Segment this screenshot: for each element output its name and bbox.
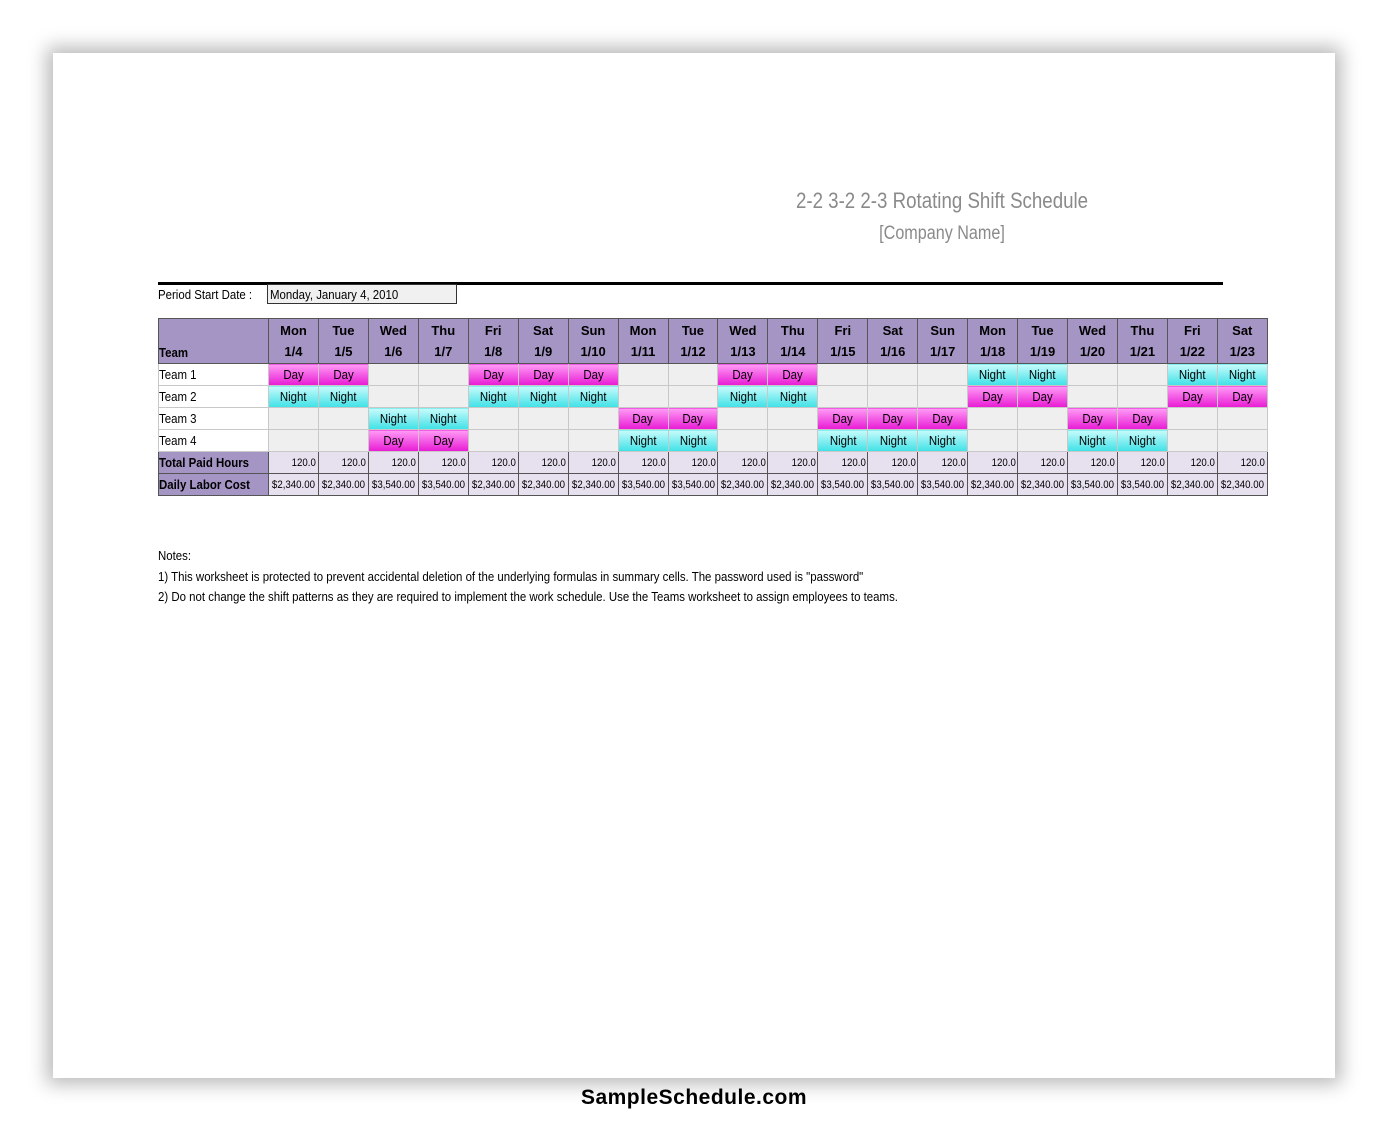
daily-labor-cost-cell xyxy=(918,474,968,496)
shift-cell[interactable] xyxy=(1018,408,1068,430)
daily-labor-cost-cell xyxy=(568,474,618,496)
day-header xyxy=(668,319,718,364)
shift-cell-text: Night xyxy=(979,367,1006,382)
daily-labor-cost-cell xyxy=(618,474,668,496)
shift-cell[interactable] xyxy=(468,386,518,408)
total-paid-hours-cell-text: 120.0 xyxy=(941,456,966,469)
shift-cell-text: Day xyxy=(732,367,754,382)
shift-cell[interactable] xyxy=(269,408,319,430)
total-paid-hours-cell-text: 120.0 xyxy=(641,456,666,469)
shift-cell[interactable] xyxy=(568,408,618,430)
total-paid-hours-cell-text: 120.0 xyxy=(391,456,417,469)
day-header xyxy=(1217,319,1267,364)
total-paid-hours-cell xyxy=(269,452,319,474)
shift-cell[interactable] xyxy=(968,364,1018,386)
team-row xyxy=(159,430,1268,452)
total-paid-hours-cell xyxy=(968,452,1018,474)
team-name-text: Team 2 xyxy=(159,389,197,404)
shift-cell[interactable] xyxy=(968,408,1018,430)
shift-cell[interactable] xyxy=(468,430,518,452)
day-date: 1/4 xyxy=(284,344,303,359)
daily-labor-cost-cell-text: $2,340.00 xyxy=(321,478,365,491)
day-name: Thu xyxy=(431,323,456,338)
total-paid-hours-cell-text: 120.0 xyxy=(891,456,916,469)
daily-labor-cost-label-text: Daily Labor Cost xyxy=(159,477,250,492)
shift-cell[interactable] xyxy=(618,430,668,452)
day-name: Sat xyxy=(1232,323,1253,338)
shift-cell[interactable] xyxy=(1167,364,1217,386)
daily-labor-cost-cell-text: $2,340.00 xyxy=(971,478,1015,491)
shift-cell[interactable] xyxy=(1217,430,1267,452)
shift-cell[interactable] xyxy=(318,386,368,408)
shift-cell-text: Night xyxy=(529,389,557,404)
day-header xyxy=(1018,319,1068,364)
day-name: Tue xyxy=(1031,323,1054,338)
shift-cell[interactable] xyxy=(1018,386,1068,408)
shift-cell[interactable] xyxy=(818,430,868,452)
day-date: 1/12 xyxy=(680,344,706,359)
daily-labor-cost-cell-text: $3,540.00 xyxy=(621,478,665,491)
total-paid-hours-cell xyxy=(368,452,418,474)
total-paid-hours-cell xyxy=(1217,452,1267,474)
shift-cell[interactable] xyxy=(1068,364,1118,386)
shift-cell-text: Night xyxy=(1029,367,1056,382)
shift-cell[interactable] xyxy=(418,408,468,430)
total-paid-hours-cell-text: 120.0 xyxy=(292,456,317,469)
shift-cell-text: Day xyxy=(1032,389,1053,404)
shift-cell-text: Night xyxy=(679,433,707,448)
shift-cell-text: Night xyxy=(330,389,357,404)
shift-cell[interactable] xyxy=(868,386,918,408)
total-paid-hours-cell-text: 120.0 xyxy=(491,456,517,469)
total-paid-hours-cell xyxy=(1068,452,1118,474)
day-date: 1/17 xyxy=(930,344,956,359)
total-paid-hours-cell-text: 120.0 xyxy=(341,456,367,469)
day-header xyxy=(768,319,818,364)
shift-cell[interactable] xyxy=(618,408,668,430)
shift-cell-text: Night xyxy=(929,433,957,448)
daily-labor-cost-cell xyxy=(1217,474,1267,496)
schedule-table xyxy=(158,318,1268,496)
day-header xyxy=(718,319,768,364)
shift-cell[interactable] xyxy=(718,408,768,430)
team-name xyxy=(159,364,269,386)
day-header xyxy=(269,319,319,364)
shift-cell-text: Day xyxy=(682,411,704,426)
total-paid-hours-cell xyxy=(868,452,918,474)
day-name: Mon xyxy=(629,323,657,338)
daily-labor-cost-cell-text: $3,540.00 xyxy=(671,478,715,491)
team-name-text: Team 4 xyxy=(159,433,197,448)
daily-labor-cost-cell-text: $3,540.00 xyxy=(1070,478,1115,491)
shift-cell[interactable] xyxy=(418,430,468,452)
total-paid-hours-cell-text: 120.0 xyxy=(1041,456,1066,469)
day-name: Sat xyxy=(533,323,554,338)
shift-cell[interactable] xyxy=(269,430,319,452)
day-date: 1/16 xyxy=(880,344,906,359)
day-header xyxy=(918,319,968,364)
total-paid-hours-cell xyxy=(518,452,568,474)
shift-cell[interactable] xyxy=(518,430,568,452)
total-paid-hours-cell-text: 120.0 xyxy=(591,456,616,469)
team-row xyxy=(159,364,1268,386)
shift-cell[interactable] xyxy=(568,386,618,408)
shift-cell[interactable] xyxy=(568,430,618,452)
shift-cell[interactable] xyxy=(668,386,718,408)
period-start-input[interactable] xyxy=(267,284,457,304)
shift-cell[interactable] xyxy=(668,408,718,430)
daily-labor-cost-cell xyxy=(768,474,818,496)
shift-cell[interactable] xyxy=(968,430,1018,452)
daily-labor-cost-cell-text: $3,540.00 xyxy=(821,478,865,491)
day-name: Mon xyxy=(280,323,307,338)
daily-labor-cost-cell-text: $2,340.00 xyxy=(1220,478,1264,491)
day-date: 1/22 xyxy=(1179,344,1205,359)
daily-labor-cost-cell xyxy=(1167,474,1217,496)
total-paid-hours-cell-text: 120.0 xyxy=(1190,456,1216,469)
shift-cell[interactable] xyxy=(918,430,968,452)
daily-labor-cost-cell xyxy=(668,474,718,496)
day-date: 1/5 xyxy=(334,344,353,359)
daily-labor-cost-cell-text: $2,340.00 xyxy=(1020,478,1065,491)
shift-cell[interactable] xyxy=(768,364,818,386)
shift-cell[interactable] xyxy=(269,386,319,408)
daily-labor-cost-cell xyxy=(818,474,868,496)
shift-cell[interactable] xyxy=(1117,364,1167,386)
day-header xyxy=(1068,319,1118,364)
total-paid-hours-cell-text: 120.0 xyxy=(841,456,866,469)
daily-labor-cost-cell xyxy=(418,474,468,496)
shift-cell-text: Day xyxy=(582,367,604,382)
daily-labor-cost-cell xyxy=(968,474,1018,496)
shift-cell[interactable] xyxy=(918,408,968,430)
shift-cell[interactable] xyxy=(968,386,1018,408)
daily-labor-cost-cell-text: $2,340.00 xyxy=(721,478,765,491)
shift-cell-text: Day xyxy=(333,367,354,382)
shift-cell[interactable] xyxy=(718,364,768,386)
daily-labor-cost-cell-text: $3,540.00 xyxy=(421,478,465,491)
shift-cell[interactable] xyxy=(768,430,818,452)
day-header xyxy=(568,319,618,364)
shift-cell-text: Day xyxy=(483,367,504,382)
daily-labor-cost-cell-text: $2,340.00 xyxy=(771,478,815,491)
shift-cell[interactable] xyxy=(918,364,968,386)
period-start-value: Monday, January 4, 2010 xyxy=(270,287,399,302)
day-date: 1/9 xyxy=(534,344,553,359)
day-header xyxy=(618,319,668,364)
shift-cell-text: Night xyxy=(1228,367,1256,382)
shift-cell[interactable] xyxy=(418,386,468,408)
daily-labor-cost-cell-text: $2,340.00 xyxy=(471,478,515,491)
shift-cell-text: Night xyxy=(879,433,907,448)
daily-labor-cost-cell-text: $3,540.00 xyxy=(871,478,915,491)
shift-cell[interactable] xyxy=(768,386,818,408)
day-header xyxy=(418,319,468,364)
shift-cell[interactable] xyxy=(1068,408,1118,430)
shift-cell[interactable] xyxy=(368,430,418,452)
schedule-title: 2-2 3-2 2-3 Rotating Shift Schedule xyxy=(795,188,1089,213)
day-name: Tue xyxy=(681,323,705,338)
shift-cell-text: Day xyxy=(932,411,953,426)
day-date: 1/19 xyxy=(1029,344,1056,359)
shift-cell[interactable] xyxy=(568,364,618,386)
shift-cell-text: Night xyxy=(429,411,457,426)
shift-cell[interactable] xyxy=(868,408,918,430)
shift-cell[interactable] xyxy=(818,364,868,386)
day-header xyxy=(868,319,918,364)
team-name xyxy=(159,408,269,430)
day-date: 1/21 xyxy=(1129,344,1156,359)
shift-cell-text: Day xyxy=(882,411,903,426)
shift-cell[interactable] xyxy=(1018,364,1068,386)
shift-cell[interactable] xyxy=(1217,386,1267,408)
period-start-label: Period Start Date : xyxy=(158,287,253,302)
shift-cell[interactable] xyxy=(768,408,818,430)
daily-labor-cost-cell-text: $3,540.00 xyxy=(921,478,965,491)
shift-cell[interactable] xyxy=(868,364,918,386)
day-name: Fri xyxy=(484,323,502,338)
day-date: 1/11 xyxy=(630,344,656,359)
day-date: 1/6 xyxy=(384,344,403,359)
total-paid-hours-cell-text: 120.0 xyxy=(741,456,766,469)
day-name: Wed xyxy=(379,323,407,338)
total-paid-hours-cell xyxy=(468,452,518,474)
day-date: 1/7 xyxy=(434,344,453,359)
shift-cell[interactable] xyxy=(318,408,368,430)
notes xyxy=(158,546,898,608)
shift-cell[interactable] xyxy=(818,408,868,430)
shift-cell[interactable] xyxy=(418,364,468,386)
daily-labor-cost-cell-text: $2,340.00 xyxy=(521,478,565,491)
team-header xyxy=(159,319,269,364)
daily-labor-cost-cell-text: $2,340.00 xyxy=(1170,478,1214,491)
day-header xyxy=(318,319,368,364)
day-name: Sat xyxy=(882,323,903,338)
daily-labor-cost-cell xyxy=(468,474,518,496)
shift-cell-text: Day xyxy=(1182,389,1203,404)
total-paid-hours-cell-text: 120.0 xyxy=(691,456,716,469)
shift-cell-text: Night xyxy=(579,389,607,404)
team-row xyxy=(159,408,1268,430)
day-name: Mon xyxy=(979,323,1006,338)
shift-cell[interactable] xyxy=(1117,386,1167,408)
daily-labor-cost-row xyxy=(159,474,1268,496)
day-header xyxy=(818,319,868,364)
shift-cell[interactable] xyxy=(518,386,568,408)
total-paid-hours-cell xyxy=(1167,452,1217,474)
total-paid-hours-cell xyxy=(668,452,718,474)
daily-labor-cost-cell-text: $2,340.00 xyxy=(571,478,615,491)
daily-labor-cost-cell-text: $2,340.00 xyxy=(271,478,316,491)
shift-cell-text: Night xyxy=(379,411,407,426)
shift-cell[interactable] xyxy=(269,364,319,386)
day-date: 1/23 xyxy=(1229,344,1255,359)
shift-cell[interactable] xyxy=(668,364,718,386)
day-date: 1/18 xyxy=(979,344,1006,359)
day-header xyxy=(968,319,1018,364)
shift-cell[interactable] xyxy=(1117,430,1167,452)
daily-labor-cost-cell-text: $3,540.00 xyxy=(371,478,415,491)
day-name: Tue xyxy=(332,323,355,338)
day-name: Wed xyxy=(729,323,757,338)
header-row xyxy=(159,319,1268,364)
total-paid-hours-cell xyxy=(568,452,618,474)
company-name: [Company Name] xyxy=(879,223,1005,244)
day-name: Sun xyxy=(930,323,955,338)
day-header xyxy=(1117,319,1167,364)
shift-cell[interactable] xyxy=(618,386,668,408)
shift-cell[interactable] xyxy=(468,364,518,386)
team-header-text: Team xyxy=(159,345,189,360)
daily-labor-cost-cell xyxy=(518,474,568,496)
total-paid-hours-cell xyxy=(318,452,368,474)
day-name: Thu xyxy=(780,323,805,338)
day-header xyxy=(468,319,518,364)
total-paid-hours-cell xyxy=(618,452,668,474)
day-name: Fri xyxy=(834,323,852,338)
shift-cell[interactable] xyxy=(518,364,568,386)
shift-cell-text: Day xyxy=(832,411,853,426)
shift-cell-text: Day xyxy=(532,367,554,382)
day-header xyxy=(1167,319,1217,364)
shift-cell-text: Day xyxy=(383,433,404,448)
day-name: Wed xyxy=(1078,323,1107,338)
total-paid-hours-row xyxy=(159,452,1268,474)
total-paid-hours-label xyxy=(159,452,269,474)
shift-cell-text: Night xyxy=(629,433,657,448)
total-paid-hours-cell xyxy=(718,452,768,474)
shift-cell[interactable] xyxy=(1068,430,1118,452)
total-paid-hours-cell xyxy=(918,452,968,474)
team-name xyxy=(159,386,269,408)
note-2: 2) Do not change the shift patterns as they are required to implement the work schedule. Use the Teams worksheet to assign employees to teams. xyxy=(158,589,898,604)
shift-cell[interactable] xyxy=(1217,408,1267,430)
day-header xyxy=(368,319,418,364)
team-row xyxy=(159,386,1268,408)
daily-labor-cost-cell xyxy=(1068,474,1118,496)
total-paid-hours-cell-text: 120.0 xyxy=(1140,456,1166,469)
day-date: 1/13 xyxy=(730,344,756,359)
shift-cell-text: Night xyxy=(829,433,857,448)
shift-cell-text: Night xyxy=(729,389,757,404)
total-paid-hours-cell-text: 120.0 xyxy=(441,456,467,469)
shift-cell-text: Night xyxy=(280,389,307,404)
shift-cell[interactable] xyxy=(468,408,518,430)
shift-cell[interactable] xyxy=(368,364,418,386)
shift-cell-text: Day xyxy=(1232,389,1253,404)
shift-cell-text: Day xyxy=(982,389,1003,404)
footer-watermark: SampleSchedule.com xyxy=(580,1086,808,1109)
shift-cell[interactable] xyxy=(618,364,668,386)
shift-cell[interactable] xyxy=(918,386,968,408)
total-paid-hours-cell-text: 120.0 xyxy=(1091,456,1116,469)
daily-labor-cost-label xyxy=(159,474,269,496)
daily-labor-cost-cell xyxy=(368,474,418,496)
daily-labor-cost-cell xyxy=(318,474,368,496)
shift-cell[interactable] xyxy=(718,386,768,408)
daily-labor-cost-cell xyxy=(1018,474,1068,496)
shift-cell[interactable] xyxy=(818,386,868,408)
shift-cell[interactable] xyxy=(1217,364,1267,386)
shift-cell[interactable] xyxy=(318,430,368,452)
shift-cell-text: Day xyxy=(433,433,454,448)
shift-cell-text: Day xyxy=(632,411,654,426)
total-paid-hours-cell xyxy=(418,452,468,474)
shift-cell-text: Night xyxy=(779,389,807,404)
notes-title: Notes: xyxy=(158,548,192,563)
team-name-text: Team 3 xyxy=(159,411,197,426)
total-paid-hours-cell-text: 120.0 xyxy=(541,456,566,469)
shift-cell-text: Day xyxy=(782,367,804,382)
shift-cell-text: Night xyxy=(1178,367,1206,382)
shift-cell[interactable] xyxy=(518,408,568,430)
shift-cell[interactable] xyxy=(668,430,718,452)
shift-cell[interactable] xyxy=(1117,408,1167,430)
daily-labor-cost-cell xyxy=(868,474,918,496)
day-date: 1/8 xyxy=(484,344,503,359)
daily-labor-cost-cell xyxy=(269,474,319,496)
day-name: Sun xyxy=(580,323,606,338)
shift-cell[interactable] xyxy=(1167,408,1217,430)
shift-cell-text: Day xyxy=(1082,411,1103,426)
shift-cell-text: Night xyxy=(1129,433,1156,448)
note-1: 1) This worksheet is protected to prevent accidental deletion of the underlying formulas in summary cells. The password used is "password" xyxy=(158,568,864,584)
shift-cell[interactable] xyxy=(868,430,918,452)
total-paid-hours-label-text: Total Paid Hours xyxy=(159,455,250,470)
day-name: Thu xyxy=(1130,323,1155,338)
daily-labor-cost-cell-text: $3,540.00 xyxy=(1120,478,1164,491)
shift-cell[interactable] xyxy=(1018,430,1068,452)
shift-cell-text: Day xyxy=(1132,411,1153,426)
total-paid-hours-cell xyxy=(768,452,818,474)
shift-cell[interactable] xyxy=(718,430,768,452)
shift-cell-text: Day xyxy=(283,367,304,382)
day-date: 1/14 xyxy=(780,344,806,359)
total-paid-hours-cell xyxy=(1018,452,1068,474)
team-name xyxy=(159,430,269,452)
day-name: Fri xyxy=(1184,323,1201,338)
day-date: 1/15 xyxy=(830,344,856,359)
total-paid-hours-cell xyxy=(1117,452,1167,474)
daily-labor-cost-cell xyxy=(1117,474,1167,496)
shift-cell[interactable] xyxy=(368,408,418,430)
total-paid-hours-cell xyxy=(818,452,868,474)
shift-cell-text: Night xyxy=(479,389,507,404)
total-paid-hours-cell-text: 120.0 xyxy=(991,456,1016,469)
day-header xyxy=(518,319,568,364)
daily-labor-cost-cell xyxy=(718,474,768,496)
team-name-text: Team 1 xyxy=(159,367,197,382)
shift-cell-text: Night xyxy=(1079,433,1106,448)
shift-cell[interactable] xyxy=(1167,386,1217,408)
total-paid-hours-cell-text: 120.0 xyxy=(791,456,816,469)
shift-cell[interactable] xyxy=(368,386,418,408)
day-date: 1/20 xyxy=(1079,344,1106,359)
shift-cell[interactable] xyxy=(1167,430,1217,452)
total-paid-hours-cell-text: 120.0 xyxy=(1240,456,1266,469)
shift-cell[interactable] xyxy=(1068,386,1118,408)
day-date: 1/10 xyxy=(580,344,606,359)
shift-cell[interactable] xyxy=(318,364,368,386)
